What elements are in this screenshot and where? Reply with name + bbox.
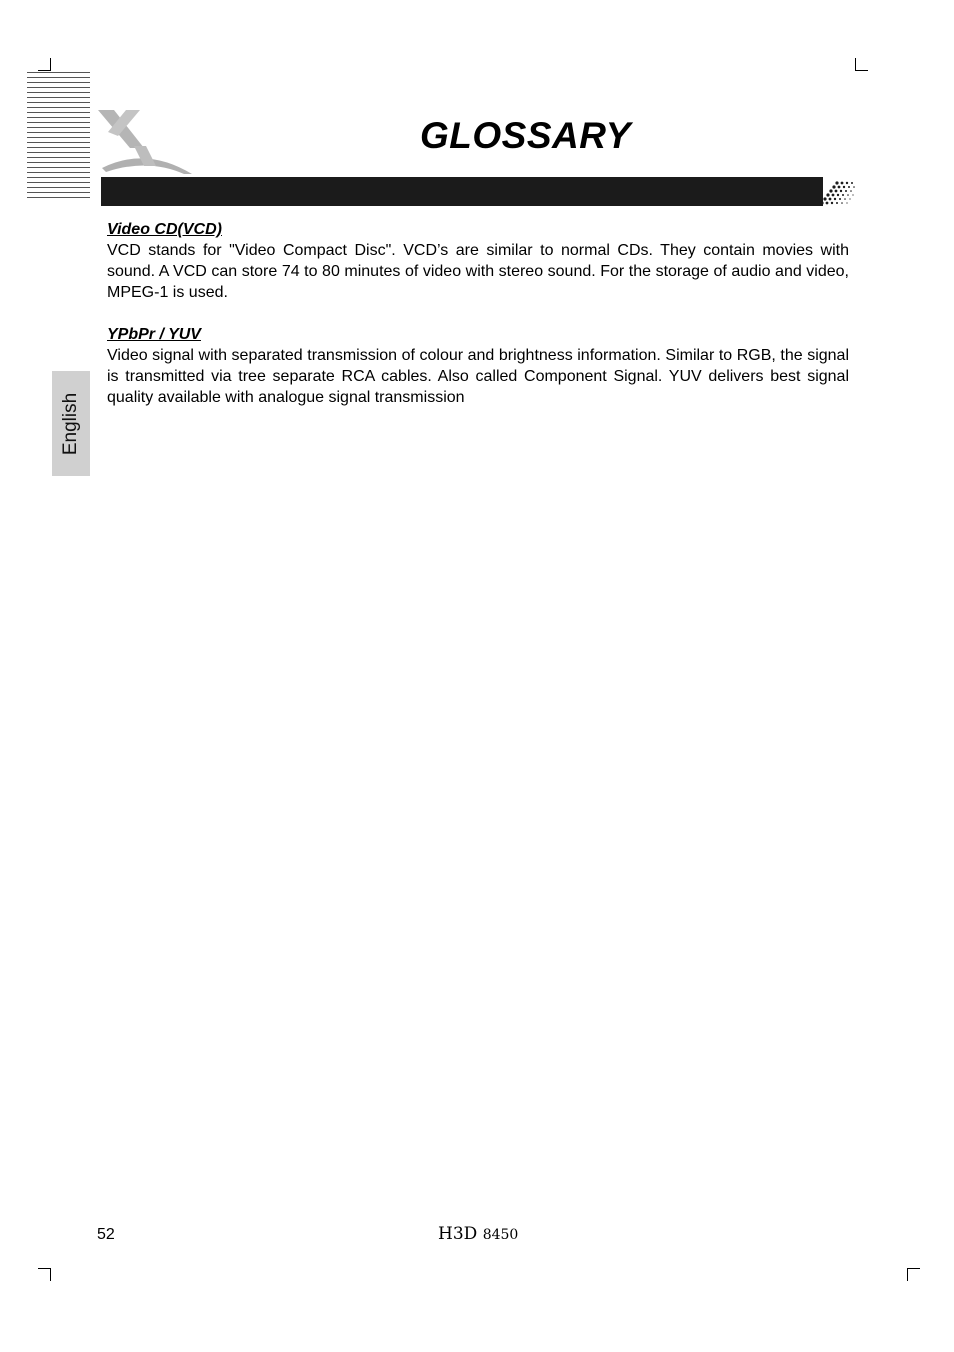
model-name [438, 1223, 518, 1246]
glossary-entry [107, 324, 849, 408]
crop-mark-bottom-right [907, 1268, 920, 1281]
crop-mark-top-right [855, 58, 868, 71]
page-title: GLOSSARY [420, 115, 631, 156]
x-logo-icon [96, 106, 196, 181]
crop-mark-bottom-left [38, 1268, 51, 1281]
decorative-stripes [27, 72, 90, 200]
glossary-definition: VCD stands for "Video Compact Disc". VCD’s are similar to normal CDs. They contain movies with sound. A VCD can store 74 to 80 minutes of video with stereo sound. For the storage of audio and video, MPEG-1 is used. [107, 242, 849, 301]
glossary-term: YPbPr / YUV [107, 326, 201, 343]
page-number: 52 [97, 1226, 115, 1243]
model-number: 8450 [482, 1227, 519, 1243]
glossary-content [107, 219, 849, 429]
title-bar [101, 177, 823, 206]
language-tab [52, 371, 90, 476]
language-tab-label: English [60, 392, 81, 455]
title-bar-dot-pattern [818, 177, 858, 211]
glossary-term: Video CD(VCD) [107, 221, 222, 238]
crop-mark-top-left [38, 58, 51, 71]
model-prefix: H3D [438, 1224, 478, 1244]
glossary-definition: Video signal with separated transmission of colour and brightness information. Similar to RGB, the signal is transmitted via tree separate RCA cables. Also called Component Signal. YUV delivers best signal quality available with analogue signal transmission [107, 347, 849, 406]
glossary-entry [107, 219, 849, 303]
